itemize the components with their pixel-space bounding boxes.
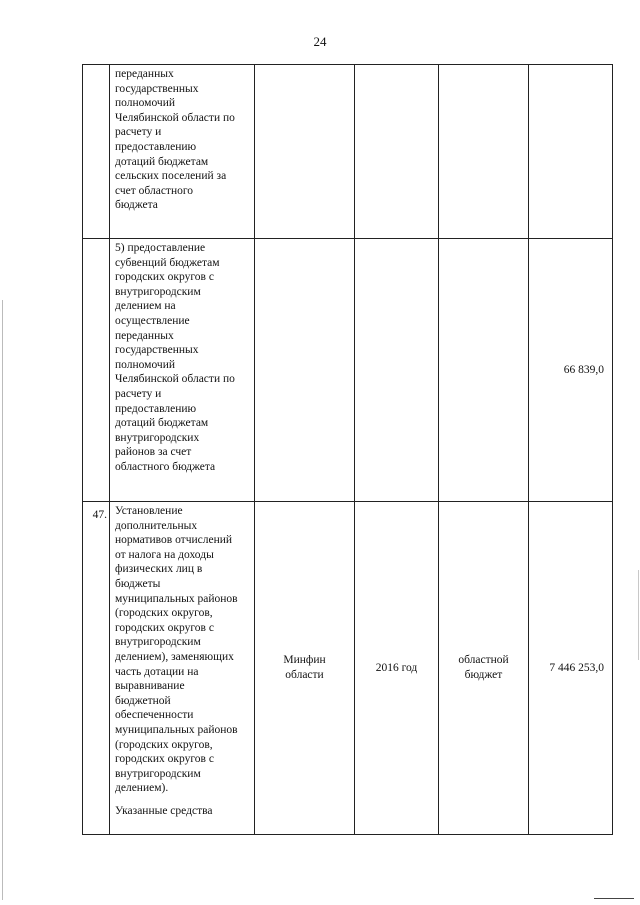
term-cell — [355, 65, 439, 239]
description-note: Указанные средства — [115, 804, 213, 817]
description-text: переданных государственных полномочий Челябинской области по расчету и предоставлению дотаций бюджетам сельских поселений за счет областного бюджета — [115, 68, 235, 212]
term-cell — [355, 239, 439, 502]
description-text: 5) предоставление субвенций бюджетам городских округов с внутригородским делением на осуществление переданных государственных полномочий Челябинской области по расчету и предоставлению дотаций бюджетам внутригородских районов за счет областного бюджета — [115, 242, 235, 473]
source-cell — [439, 239, 529, 502]
scan-edge-left — [2, 300, 3, 900]
term-cell: 2016 год — [355, 502, 439, 835]
measure-description — [110, 239, 255, 502]
page-number: 24 — [313, 34, 327, 49]
scan-edge-bottom — [594, 898, 634, 899]
amount-cell — [529, 65, 613, 239]
measure-description — [110, 502, 255, 835]
executor-cell: Минфин области — [255, 502, 355, 835]
row-number: 47. — [83, 502, 110, 835]
source-cell — [439, 65, 529, 239]
source-cell: областной бюджет — [439, 502, 529, 835]
description-text: Установление дополнительных нормативов отчислений от налога на доходы физических лиц в бюджеты муниципальных районов (городских округов, городских округов с внутригородским делением), заменяющих часть дотации на выравнивание бюджетной обеспеченности муниципальных районов (городских округов, городских округов с внутригородским делением). — [115, 505, 238, 795]
amount-cell: 66 839,0 — [529, 239, 613, 502]
measure-description — [110, 65, 255, 239]
table-row — [83, 239, 613, 502]
amount-cell: 7 446 253,0 — [529, 502, 613, 835]
row-number — [83, 239, 110, 502]
table-row — [83, 65, 613, 239]
executor-cell — [255, 65, 355, 239]
scan-edge-right — [638, 570, 639, 660]
measures-table — [82, 64, 613, 835]
executor-cell — [255, 239, 355, 502]
table-row — [83, 502, 613, 835]
row-number — [83, 65, 110, 239]
